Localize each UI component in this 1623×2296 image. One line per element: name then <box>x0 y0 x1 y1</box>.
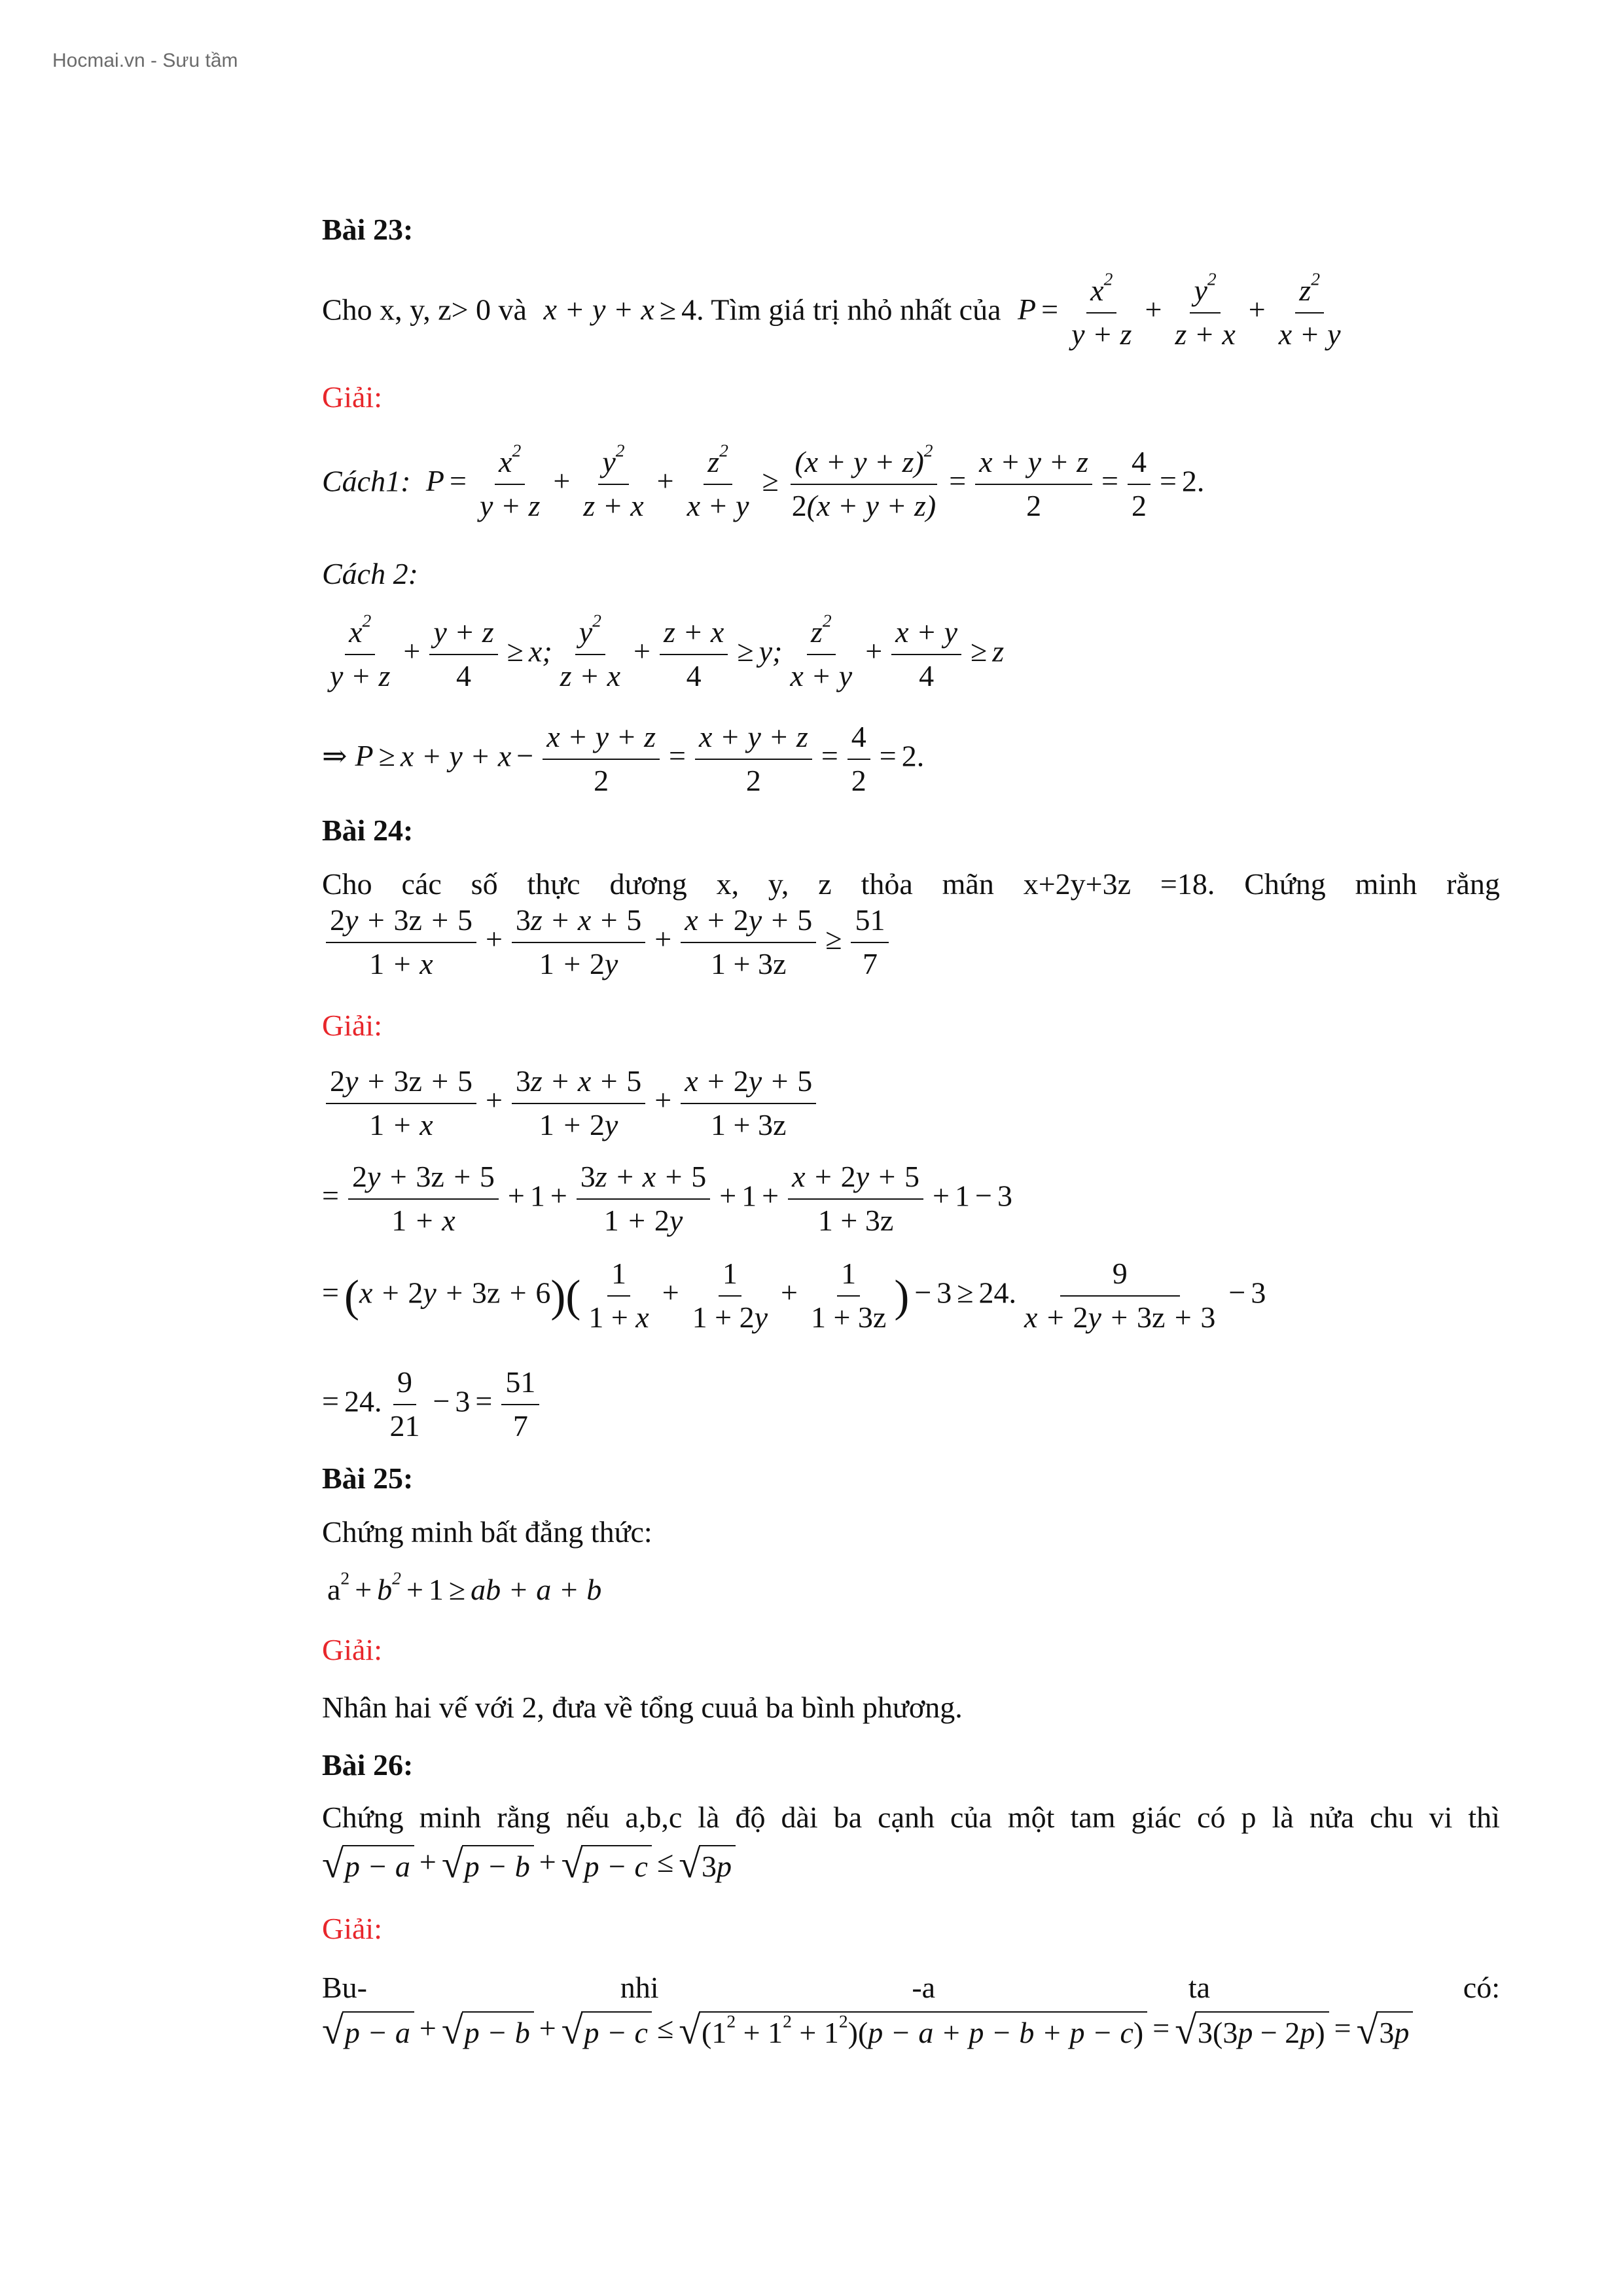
b23-cach2-eq1: $\frac{x^2}{y + z}$ + $\frac{y + z}{4}$ ≥ x; $\frac{y^2}{z + x}$ + $\frac{z + x}{4}$ ≥ y; $\frac{z^2}{x + y}$ + $\frac{x + y}{4}$ ≥ z <box>330 610 1005 692</box>
b25-giai: Giải: <box>322 1633 382 1666</box>
b26-title: Bài 26: <box>322 1748 414 1782</box>
watermark: Hocmai.vn - Sưu tầm <box>52 50 238 71</box>
b24-title: Bài 24: <box>322 814 414 847</box>
b23-cach2: Cách 2: <box>322 557 418 590</box>
b26-giai: Giải: <box>322 1912 382 1945</box>
b26-problem: Chứng minh rằng nếu a,b,c là độ dài ba cạnh của một tam giác có p là nửa chu vi thì <box>322 1801 1500 1834</box>
b26-solution-eq: √ p − a + √ p − b + √ p − c ≤ √ $(1^2 + 1^2 + 1^2)(p - a + p - b + p - c)$ = √ 3(3p − 2p) = √ 3p <box>322 2009 1413 2051</box>
b23-problem: Cho x, y, z> 0 và x + y + x ≥ 4. Tìm giá trị nhỏ nhất của P = $\frac{x^2}{y + z}$ + $\frac{y^2}{z + x}$ + $\frac{z^2}{x + y}$ <box>322 268 1341 351</box>
b23-problem-mid: . Tìm giá trị nhỏ nhất của <box>696 293 1001 327</box>
b23-cach2-eq2: ⇒ P ≥ x + y + x − $\frac{x + y + z}{2}$ = $\frac{x + y + z}{2}$ = $\frac{4}{2}$ = 2. <box>322 720 925 797</box>
b25-title: Bài 25: <box>322 1462 414 1495</box>
b24-giai: Giải: <box>322 1009 382 1042</box>
b25-problem: Chứng minh bất đẳng thức: <box>322 1515 652 1549</box>
b23-problem-prefix: Cho x, y, z> 0 và <box>322 293 527 327</box>
b26-bunhi: Bu- nhi -a ta có: <box>322 1971 1500 2004</box>
b24-sol-line4: = 24. $\frac{9}{21}$ − 3 = $\frac{51}{7}$ <box>322 1365 543 1444</box>
b25-inequality: $a^2 + b^2 + 1$ ≥ ab + a + b <box>327 1568 602 1606</box>
b24-sol-line2: = $\frac{2y + 3z + 5}{1 + x}$ + 1 + $\frac{3z + x + 5}{1 + 2y}$ + 1 + $\frac{x + 2y + 5}{1 + 3z}$ + 1 − 3 <box>322 1160 1012 1237</box>
b24-sol-line3: = (x + 2y + 3z + 6)( $\frac{1}{1 + x}$ + $\frac{1}{1 + 2y}$ + $\frac{1}{1 + 3z}$ ) − 3 ≥ 24. $\frac{9}{x + 2y + 3z + 3}$ − 3 <box>322 1257 1266 1334</box>
b24-sol-line1: $\frac{2y + 3z + 5}{1 + x}$ + $\frac{3z + x + 5}{1 + 2y}$ + $\frac{x + 2y + 5}{1 + 3z}$ <box>322 1064 820 1143</box>
b23-title: Bài 23: <box>322 213 414 246</box>
b25-solution: Nhân hai vế với 2, đưa về tổng cuuả ba bình phương. <box>322 1691 963 1724</box>
b23-cach1: Cách1: P = $\frac{x^2}{y + z}$ + $\frac{y^2}{z + x}$ + $\frac{z^2}{x + y}$ ≥ $\frac{(x + y + z)^2}{2(x + y + z)}$ = $\frac{x + y + z}{2}$ = $\frac{4}{2}$ = 2. <box>322 440 1205 522</box>
b23-cach1-label: Cách1: <box>322 464 411 498</box>
b24-inequality: $\frac{2y + 3z + 5}{1 + x}$ + $\frac{3z + x + 5}{1 + 2y}$ + $\frac{x + 2y + 5}{1 + 3z}$ ≥ $\frac{51}{7}$ <box>322 903 893 982</box>
b24-problem: Cho các số thực dương x, y, z thỏa mãn x+2y+3z =18. Chứng minh rằng <box>322 867 1500 901</box>
b23-giai: Giải: <box>322 380 382 414</box>
b26-inequality: √ p − a + √ p − b + √ p − c ≤ √ 3p <box>322 1843 736 1885</box>
